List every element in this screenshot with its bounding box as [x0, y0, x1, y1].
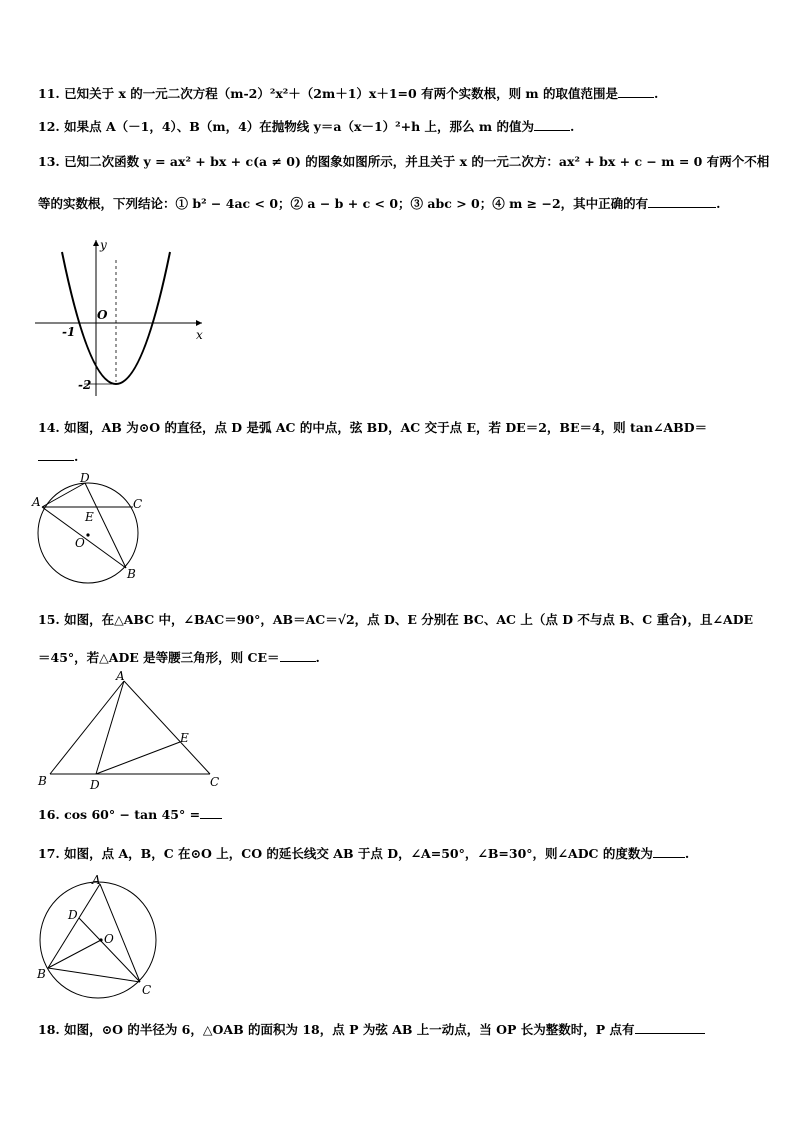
answer-blank: [534, 118, 570, 131]
svg-text:A: A: [92, 873, 101, 887]
svg-text:B: B: [38, 774, 47, 788]
answer-blank: [280, 649, 316, 662]
question-15-cont: ＝45°，若△ADE 是等腰三角形，则 CE＝ .: [38, 650, 320, 665]
question-number: 16.: [38, 807, 60, 822]
parabola-graph: [30, 232, 220, 402]
question-number: 11.: [38, 86, 60, 101]
question-12: 12. 如果点 A（－1，4）、B（m，4）在抛物线 y＝a（x－1）²+h 上，那么 m 的值为 .: [38, 119, 575, 134]
answer-blank: [38, 448, 74, 461]
x-axis-label: x: [196, 328, 203, 342]
svg-text:A: A: [32, 495, 41, 509]
svg-text:E: E: [85, 510, 94, 524]
question-13-cont: 等的实数根，下列结论：① b² − 4ac < 0；② a − b + c < 0；③ abc > 0；④ m ≥ −2，其中正确的有 .: [38, 196, 721, 211]
svg-text:C: C: [210, 775, 220, 789]
origin-label: O: [97, 308, 108, 322]
svg-text:O: O: [104, 932, 114, 946]
question-number: 17.: [38, 846, 60, 861]
answer-blank: [653, 845, 685, 858]
question-14-cont: .: [38, 448, 78, 464]
answer-blank: [200, 806, 222, 819]
question-text: 如图，⊙O 的半径为 6，△OAB 的面积为 18，点 P 为弦 AB 上一动点，当 OP 长为整数时，P 点有: [64, 1022, 635, 1037]
svg-text:B: B: [127, 567, 136, 581]
question-17: 17. 如图，点 A，B，C 在⊙O 上，CO 的延长线交 AB 于点 D，∠A=50°，∠B=30°，则∠ADC 的度数为 .: [38, 846, 690, 861]
svg-text:D: D: [90, 778, 100, 792]
question-text: 如图，点 A，B，C 在⊙O 上，CO 的延长线交 AB 于点 D，∠A=50°，∠B=30°，则∠ADC 的度数为: [64, 846, 653, 861]
circle-diagram-q14: [30, 470, 160, 590]
question-text: 如图，在△ABC 中，∠BAC＝90°，AB＝AC＝√2，点 D、E 分别在 BC、AC 上（点 D 不与点 B、C 重合)，且∠ADE: [64, 612, 754, 627]
question-number: 18.: [38, 1022, 60, 1037]
svg-text:B: B: [37, 967, 46, 981]
question-text: 如图，AB 为⊙O 的直径，点 D 是弧 AC 的中点，弦 BD，AC 交于点 E，若 DE＝2，BE＝4，则 tan∠ABD＝: [64, 420, 708, 435]
question-number: 15.: [38, 612, 60, 627]
svg-text:D: D: [68, 908, 78, 922]
answer-blank: [648, 195, 716, 208]
tick-label-x: -1: [62, 325, 76, 339]
question-text: ＝45°，若△ADE 是等腰三角形，则 CE＝: [38, 650, 280, 665]
svg-text:C: C: [142, 983, 152, 997]
question-13: [38, 152, 769, 170]
question-text: 已知关于 x 的一元二次方程（m-2）²x²＋（2m＋1）x＋1=0 有两个实数根，则 m 的取值范围是: [64, 86, 619, 101]
question-text: 已知二次函数 y = ax² + bx + c(a ≠ 0) 的图象如图所示，并且关于 x 的一元二次方：ax² + bx + c − m = 0 有两个不相: [64, 154, 770, 169]
question-number: 13.: [38, 154, 60, 169]
svg-text:O: O: [75, 536, 85, 550]
question-14: [38, 418, 707, 436]
svg-text:D: D: [80, 471, 90, 485]
svg-text:A: A: [116, 669, 125, 683]
question-15: [38, 610, 753, 628]
svg-text:E: E: [180, 731, 189, 745]
y-axis-label: y: [100, 238, 107, 252]
question-number: 12.: [38, 119, 60, 134]
answer-blank: [618, 85, 654, 98]
svg-text:C: C: [133, 497, 143, 511]
tick-label-y: -2: [78, 378, 92, 392]
question-18: [38, 1020, 705, 1038]
question-number: 14.: [38, 420, 60, 435]
question-text: 等的实数根，下列结论：① b² − 4ac < 0；② a − b + c < 0；③ abc > 0；④ m ≥ −2，其中正确的有: [38, 196, 649, 211]
answer-blank: [635, 1021, 705, 1034]
question-text: 如果点 A（－1，4）、B（m，4）在抛物线 y＝a（x－1）²+h 上，那么 m 的值为: [64, 119, 534, 134]
question-16: [38, 806, 222, 822]
triangle-diagram-q15: [30, 668, 230, 793]
question-text: cos 60° − tan 45° =: [64, 807, 201, 822]
question-11: 11. 已知关于 x 的一元二次方程（m-2）²x²＋（2m＋1）x＋1=0 有两个实数根，则 m 的取值范围是 .: [38, 86, 659, 101]
circle-diagram-q17: [30, 872, 170, 1002]
